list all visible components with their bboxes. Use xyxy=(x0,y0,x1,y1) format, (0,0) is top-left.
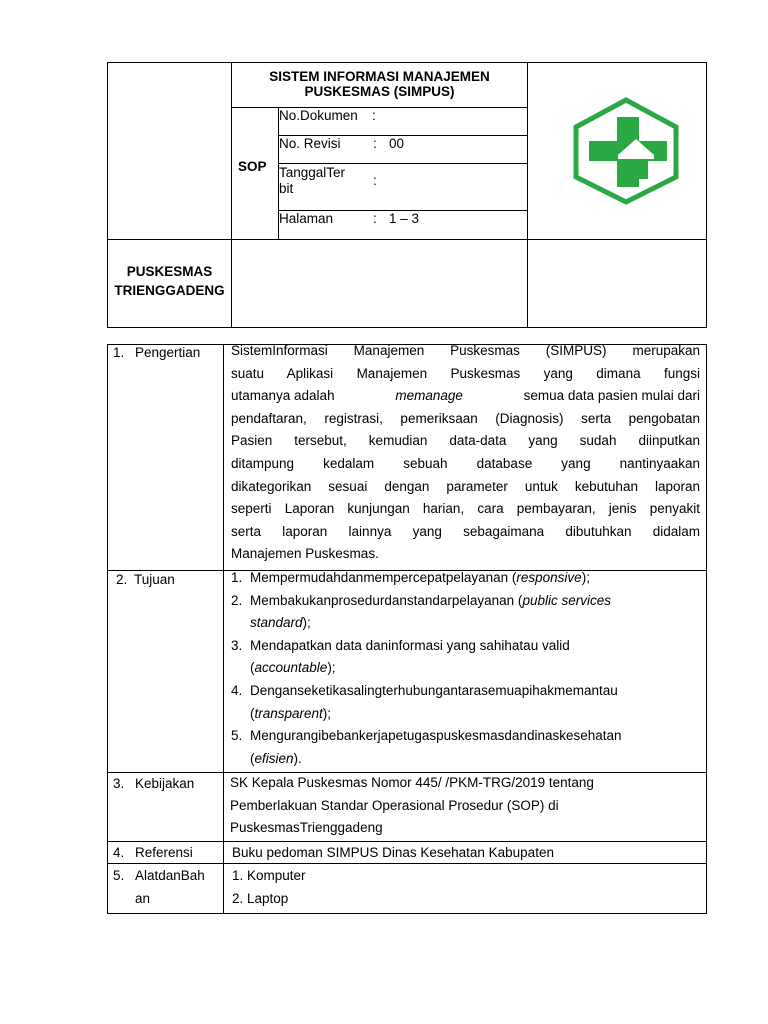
tujuan-item-text: ( xyxy=(250,705,255,721)
section-5-title-line-2: an xyxy=(135,891,151,906)
tujuan-item-number: 4. xyxy=(231,682,243,698)
paragraph-line: dikategorikan sesuai dengan parameter untuk kebutuhan laporan xyxy=(231,478,700,494)
tujuan-item-text: Membakukanprosedurdanstandarpelayanan ( xyxy=(250,592,523,608)
alat-item: 1. Komputer xyxy=(232,868,306,883)
paragraph-line: ditampung kedalam sebuah database yang nantinyaakan xyxy=(231,455,700,471)
paragraph-text: utamanya adalah xyxy=(231,388,335,404)
paragraph-text: semua data pasien mulai dari xyxy=(523,388,700,404)
tujuan-item xyxy=(231,612,701,635)
tujuan-item-emphasis: standard xyxy=(250,615,303,631)
date-label-line-1: TanggalTer xyxy=(279,165,346,180)
paragraph-line: SistemInformasi Manajemen Puskesmas (SIMPUS) merupakan xyxy=(231,343,700,358)
sop-label: SOP xyxy=(238,159,267,174)
revision-value: 00 xyxy=(389,136,405,151)
section-2-title: Tujuan xyxy=(134,572,175,587)
section-3-number: 3. xyxy=(113,776,125,791)
doc-no-label: No.Dokumen xyxy=(279,108,358,123)
section-5-number: 5. xyxy=(113,868,125,883)
tujuan-item-text: ( xyxy=(250,750,255,766)
tujuan-item-text: Mempermudahdanmempercepatpelayanan ( xyxy=(250,570,517,585)
date-separator: : xyxy=(373,173,377,188)
tujuan-item-text: Mendapatkan data daninformasi yang sahihatau valid xyxy=(250,637,570,653)
tujuan-item-tail: ); xyxy=(581,570,590,585)
tujuan-item-emphasis: accountable xyxy=(254,660,328,676)
tujuan-item-text: Mengurangibebankerjapetugaspuskesmasdandinaskesehatan xyxy=(250,728,622,744)
paragraph-line: seperti Laporan kunjungan harian, cara pembayaran, jenis penyakit xyxy=(231,501,700,517)
tujuan-item xyxy=(231,703,701,726)
tujuan-item-text: ( xyxy=(250,660,255,676)
section-4-title: Referensi xyxy=(135,845,193,860)
tujuan-list xyxy=(231,567,701,770)
section-4-number: 4. xyxy=(113,845,125,860)
tujuan-item xyxy=(231,748,701,771)
tujuan-item-tail: ); xyxy=(302,615,311,631)
kebijakan-line: PuskesmasTrienggadeng xyxy=(230,820,383,836)
puskesmas-logo-icon xyxy=(572,97,680,205)
paragraph-line: suatu Aplikasi Manajemen Puskesmas yang dimana fungsi xyxy=(231,365,700,381)
pengertian-paragraph xyxy=(231,340,700,566)
page-label: Halaman xyxy=(279,211,334,226)
section-1-number: 1. xyxy=(113,345,125,360)
referensi-text: Buku pedoman SIMPUS Dinas Kesehatan Kabupaten xyxy=(232,845,554,860)
tujuan-item xyxy=(231,725,701,748)
section-2-number: 2. xyxy=(116,572,128,587)
tujuan-item-text: Denganseketikasalingterhubungantarasemuapihakmemantau xyxy=(250,682,618,698)
doc-no-separator: : xyxy=(372,108,376,123)
paragraph-line xyxy=(231,385,700,408)
paragraph-line: pendaftaran, registrasi, pemeriksaan (Diagnosis) serta pengobatan xyxy=(231,410,700,426)
tujuan-item-number: 1. xyxy=(231,570,243,585)
tujuan-item-emphasis: responsive xyxy=(516,570,582,585)
tujuan-item-emphasis: efisien xyxy=(254,750,294,766)
paragraph-line: serta laporan lainnya yang sebagaimana dibutuhkan didalam xyxy=(231,523,700,539)
section-1-title: Pengertian xyxy=(135,345,201,360)
tujuan-item xyxy=(231,567,701,590)
kebijakan-line: Pemberlakuan Standar Operasional Prosedur (SOP) di xyxy=(230,797,559,813)
tujuan-item xyxy=(231,635,701,658)
kebijakan-text xyxy=(230,772,594,840)
tujuan-item xyxy=(231,590,701,613)
tujuan-item-number: 5. xyxy=(231,728,243,744)
page-value: 1 – 3 xyxy=(389,211,420,226)
page-separator: : xyxy=(373,211,377,226)
date-label-line-2: bit xyxy=(279,181,294,196)
revision-label: No. Revisi xyxy=(279,136,341,151)
tujuan-item-number: 2. xyxy=(231,592,243,608)
org-name-line-2: TRIENGGADENG xyxy=(114,283,225,298)
tujuan-item-emphasis: public services xyxy=(522,592,611,608)
org-name-line-1: PUSKESMAS xyxy=(126,264,213,279)
system-title-line-2: PUSKESMAS (SIMPUS) xyxy=(304,84,455,99)
system-title-line-1: SISTEM INFORMASI MANAJEMEN xyxy=(269,69,490,84)
kebijakan-line: SK Kepala Puskesmas Nomor 445/ /PKM-TRG/2019 tentang xyxy=(230,775,594,790)
alat-item: 2. Laptop xyxy=(232,891,289,906)
tujuan-item-number: 3. xyxy=(231,637,243,653)
section-5-title-line-1: AlatdanBah xyxy=(135,868,205,883)
tujuan-item-tail: ); xyxy=(322,705,332,721)
paragraph-line: Manajemen Puskesmas. xyxy=(231,546,379,562)
tujuan-item-emphasis: transparent xyxy=(254,705,323,721)
tujuan-item xyxy=(231,680,701,703)
tujuan-item-tail: ); xyxy=(327,660,336,676)
revision-separator: : xyxy=(373,136,377,151)
paragraph-line: Pasien tersebut, kemudian data-data yang sudah diinputkan xyxy=(231,433,700,449)
paragraph-emphasis: memanage xyxy=(395,388,463,404)
section-3-title: Kebijakan xyxy=(135,776,195,791)
tujuan-item-tail: ). xyxy=(293,750,302,766)
tujuan-item xyxy=(231,657,701,680)
